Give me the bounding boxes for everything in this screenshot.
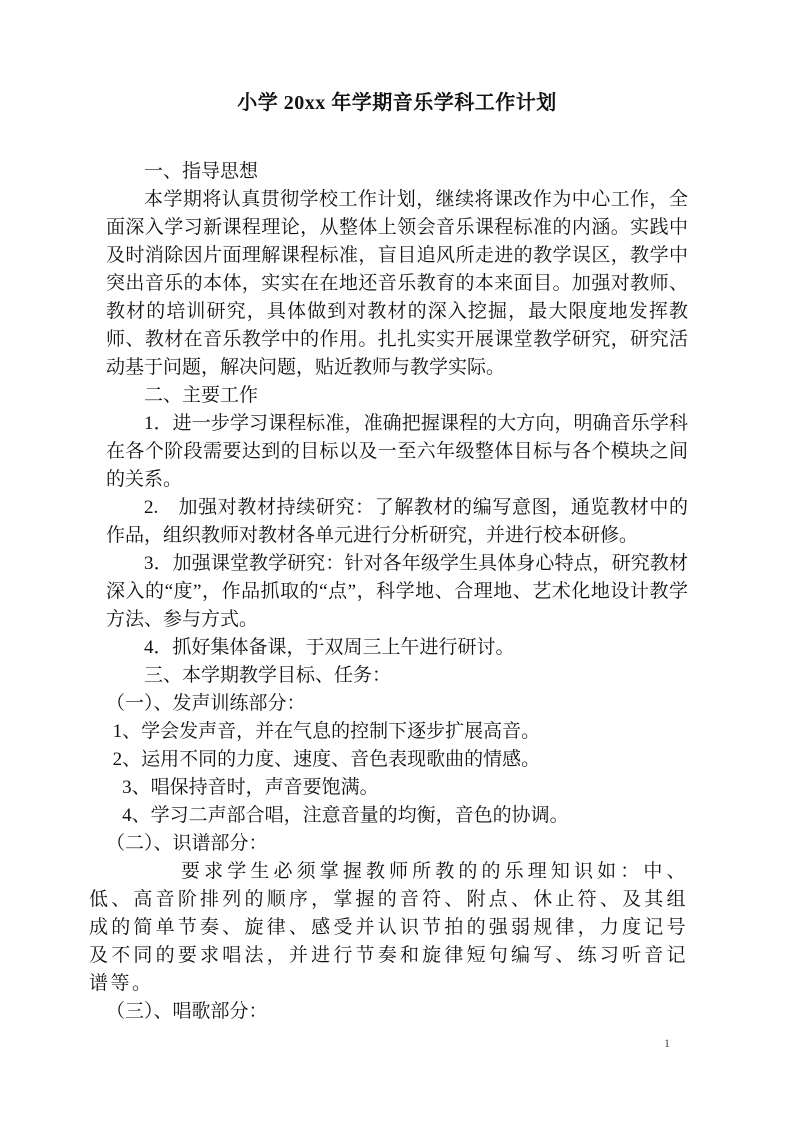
paragraph: 要求学生必须掌握教师所教的的乐理知识如：中、低、高音阶排列的顺序，掌握的音符、附点、休止符、及其组成的简单节奏、旋律、感受并认识节拍的强弱规律，力度记号及不同的要求唱法，并进行节奏和旋律短句编写、练习听音记谱等。: [89, 861, 688, 994]
subsection-heading: （二）、识谱部分：: [106, 833, 268, 854]
numbered-item: 2. 加强对教材持续研究：了解教材的编写意图，通览教材中的作品，组织教师对教材各单元进行分析研究，并进行校本研修。: [106, 497, 688, 546]
sub-item: 3、唱保持音时，声音要饱满。: [122, 777, 379, 798]
page-number: 1: [664, 1036, 670, 1050]
numbered-item: 3．加强课堂教学研究：针对各年级学生具体身心特点，研究教材深入的“度”，作品抓取的“点”，科学地、合理地、艺术化地设计教学方法、参与方式。: [106, 553, 688, 630]
document-content: [89, 158, 688, 1026]
sub-item: 1、学会发声音，并在气息的控制下逐步扩展高音。: [112, 721, 541, 742]
subsection-heading: （一）、发声训练部分：: [106, 693, 306, 714]
section-heading: 三、本学期教学目标、任务：: [144, 665, 392, 686]
sub-item: 2、运用不同的力度、速度、音色表现歌曲的情感。: [112, 749, 541, 770]
document-title: 小学 20xx 年学期音乐学科工作计划: [237, 92, 557, 114]
section-heading: 一、指导思想: [144, 161, 259, 182]
sub-item: 4、学习二声部合唱，注意音量的均衡，音色的协调。: [122, 805, 569, 826]
subsection-heading: （三）、唱歌部分：: [106, 1001, 268, 1022]
numbered-item: 4．抓好集体备课，于双周三上午进行研讨。: [144, 637, 515, 658]
section-heading: 二、主要工作: [144, 385, 259, 406]
paragraph: 本学期将认真贯彻学校工作计划，继续将课改作为中心工作，全面深入学习新课程理论，从整体上领会音乐课程标准的内涵。实践中及时消除因片面理解课程标准，盲目追风所走进的教学误区，教学中突出音乐的本体，实实在在地还音乐教育的本来面目。加强对教师、教材的培训研究，具体做到对教材的深入挖掘，最大限度地发挥教师、教材在音乐教学中的作用。扎扎实实开展课堂教学研究，研究活动基于问题，解决问题，贴近教师与教学实际。: [106, 189, 688, 378]
numbered-item: 1．进一步学习课程标准，准确把握课程的大方向，明确音乐学科在各个阶段需要达到的目标以及一至六年级整体目标与各个模块之间的关系。: [106, 413, 688, 490]
